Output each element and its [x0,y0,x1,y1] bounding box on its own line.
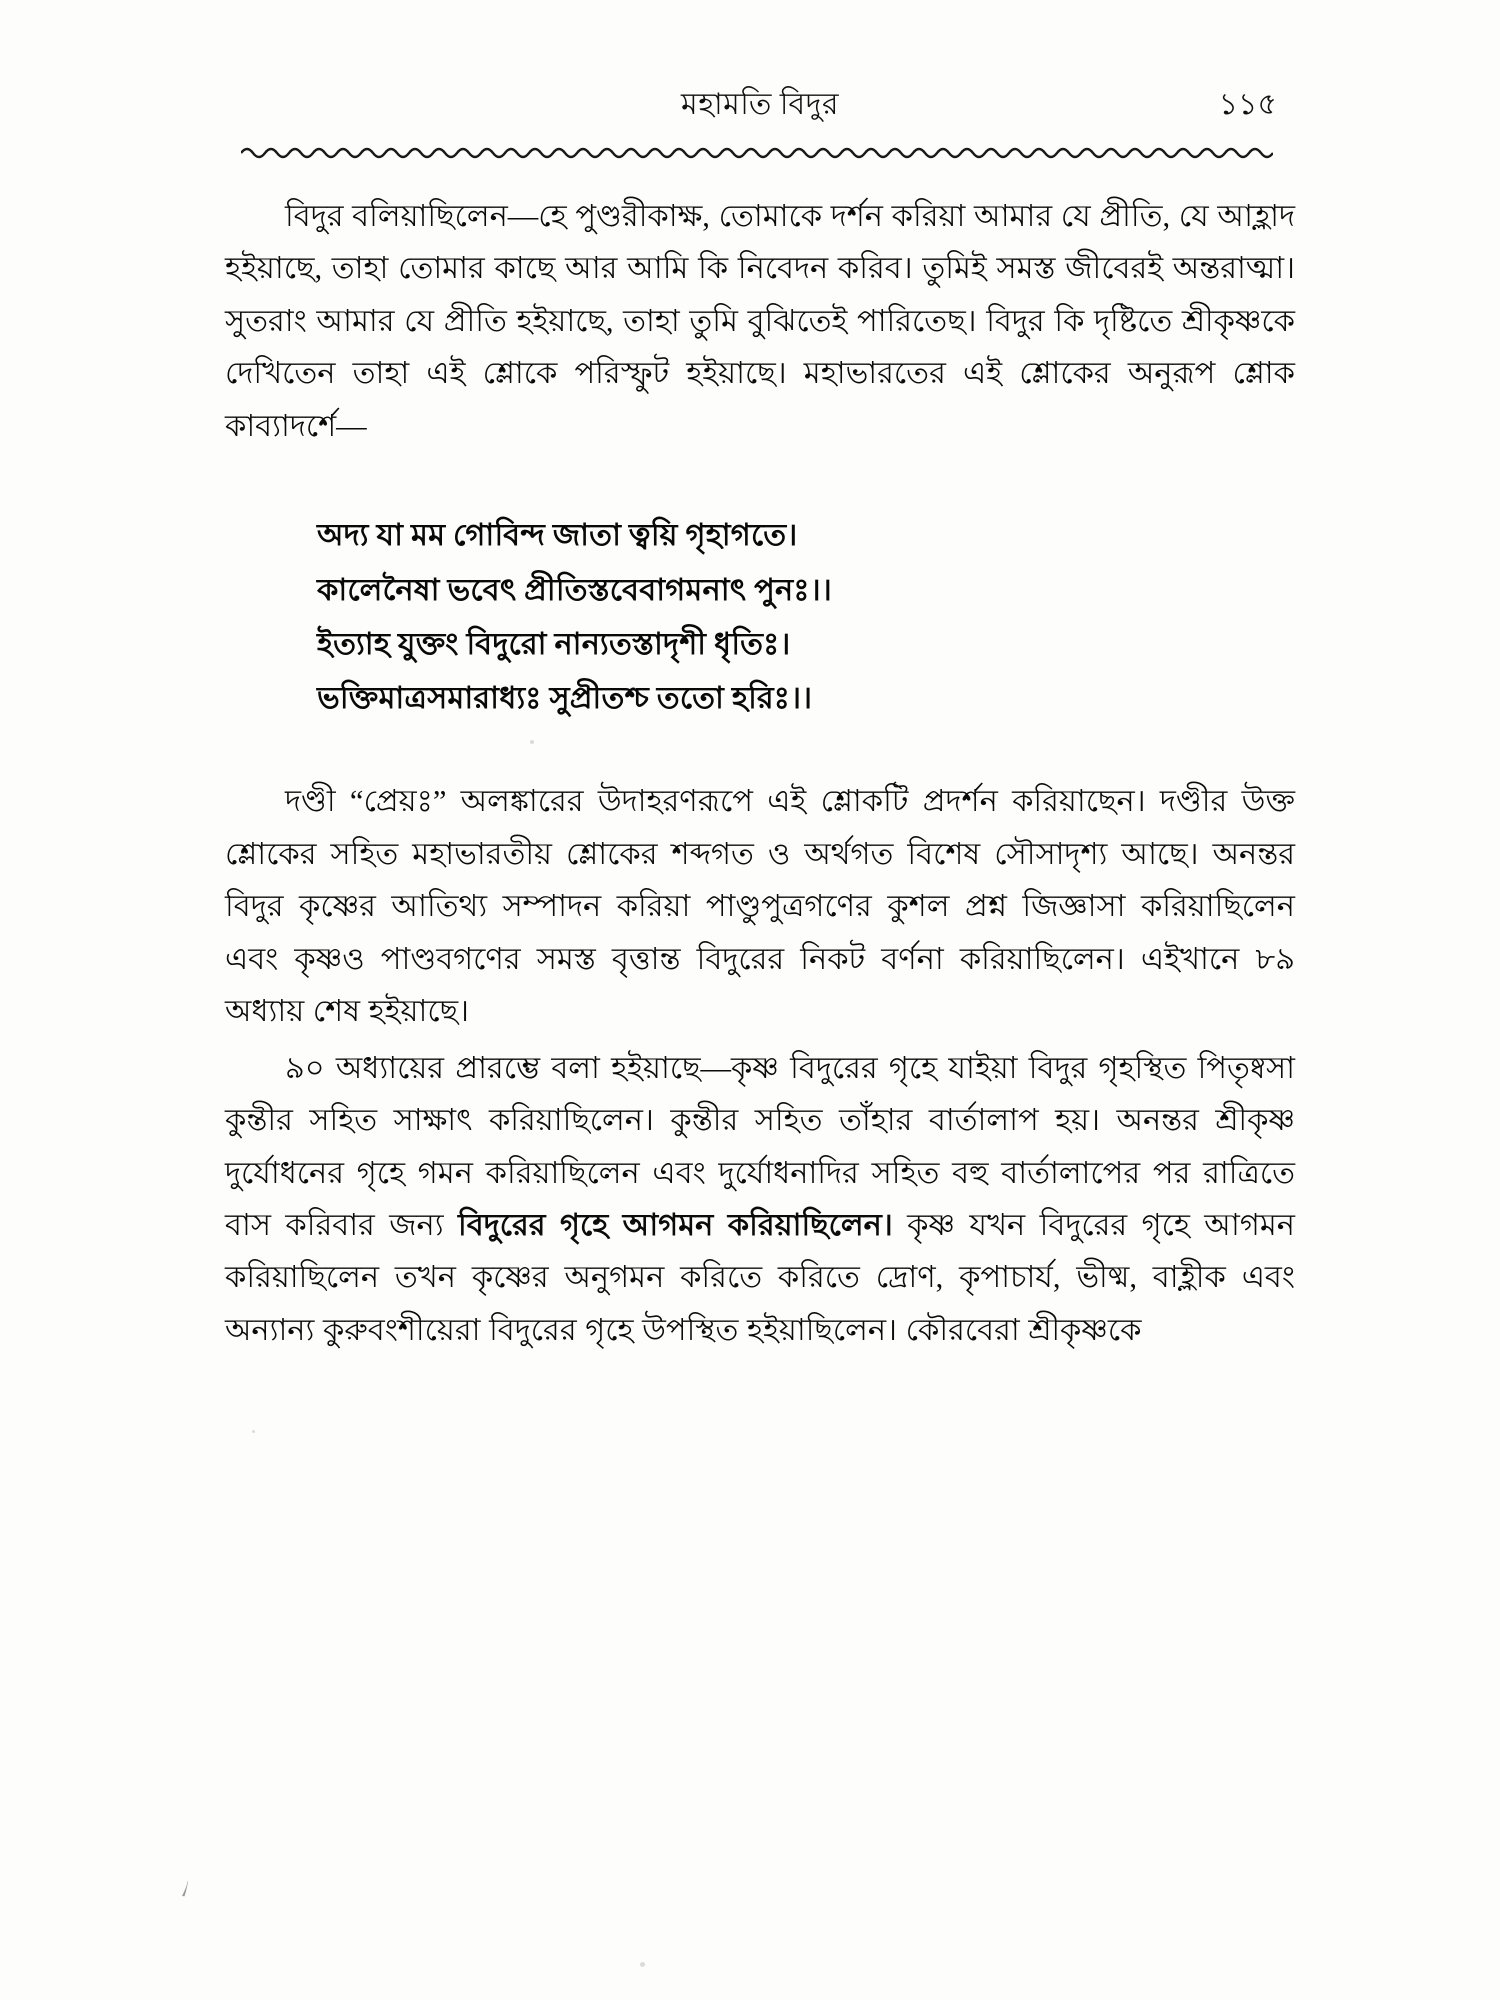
paragraph-3-part2: কৃষ্ণ যখন বিদুরের গৃহে আগমন করিয়াছিলেন তখন কৃষ্ণের অনুগমন করিতে করিতে দ্রোণ, কৃপাচার্য, ভীষ্ম, বাহ্লীক এবং অন্যান্য কুরুবংশীয়েরা বিদুরের গৃহে উপস্থিত হইয়াছিলেন। কৌরবেরা শ্রীকৃষ্ণকে [225,1208,1295,1347]
margin-mark: ৴ [176,1874,194,1902]
verse-block [225,508,1295,725]
verse-line-3: ইত্যাহ যুক্তং বিদুরো নান্যতস্তাদৃশী ধৃতিঃ। [317,626,791,661]
paragraph-3 [225,1042,1295,1357]
paragraph-2: দণ্ডী “প্রেয়ঃ” অলঙ্কারের উদাহরণরূপে এই শ্লোকটি প্রদর্শন করিয়াছেন। দণ্ডীর উক্ত শ্লোকের সহিত মহাভারতীয় শ্লোকের শব্দগত ও অর্থগত বিশেষ সৌসাদৃশ্য আছে। অনন্তর বিদুর কৃষ্ণের আতিথ্য সম্পাদন করিয়া পাণ্ডুপুত্রগণের কুশল প্রশ্ন জিজ্ঞাসা করিয়াছিলেন এবং কৃষ্ণও পাণ্ডবগণের সমস্ত বৃত্তান্ত বিদুরের নিকট বর্ণনা করিয়াছিলেন। এইখানে ৮৯ অধ্যায় শেষ হইয়াছে। [225,784,1295,1029]
paragraph-1: বিদুর বলিয়াছিলেন—হে পুণ্ডরীকাক্ষ, তোমাকে দর্শন করিয়া আমার যে প্রীতি, যে আহ্লাদ হইয়াছে, তাহা তোমার কাছে আর আমি কি নিবেদন করিব। তুমিই সমস্ত জীবেরই অন্তরাত্মা। সুতরাং আমার যে প্রীতি হইয়াছে, তাহা তুমি বুঝিতেই পারিতেছ। বিদুর কি দৃষ্টিতে শ্রীকৃষ্ণকে দেখিতেন তাহা এই শ্লোকে পরিস্ফুট হইয়াছে। মহাভারতের এই শ্লোকের অনুরূপ শ্লোক কাব্যাদর্শে— [225,199,1295,443]
page-title: মহামতি বিদুর [681,88,839,121]
paper-speckle [640,1962,645,1967]
page-header [225,80,1295,138]
paper-speckle [252,1430,255,1433]
paragraph-3-part1: ৯০ অধ্যায়ের প্রারম্ভে বলা হইয়াছে—কৃষ্ণ বিদুরের গৃহে যাইয়া বিদুর গৃহস্থিত পিতৃষ্বসা কুন্তীর সহিত সাক্ষাৎ করিয়াছিলেন। কুন্তীর সহিত তাঁহার বার্তালাপ হয়। অনন্তর শ্রীকৃষ্ণ দুর্যোধনের গৃহে গমন করিয়াছিলেন এবং দুর্যোধনাদির সহিত বহু বার্তালাপের পর রাত্রিতে বাস করিবার জন্য [225,1050,1295,1243]
verse-line-4: ভক্তিমাত্রসমারাধ্যঃ সুপ্রীতশ্চ ততো হরিঃ।। [317,681,813,716]
wavy-rule-icon [241,144,1273,160]
page-content [225,80,1295,1356]
paper-speckle [530,740,534,744]
verse-line-2: কালেনৈষা ভবেৎ প্রীতিস্তবেবাগমনাৎ পুনঃ।। [317,572,832,607]
verse-line-1: অদ্য যা মম গোবিন্দ জাতা ত্বয়ি গৃহাগতে। [317,518,798,553]
paragraph-3-emphasis: বিদুরের গৃহে আগমন করিয়াছিলেন। [458,1208,893,1243]
page-number: ১১৫ [1218,88,1277,121]
page-body [225,190,1295,1356]
